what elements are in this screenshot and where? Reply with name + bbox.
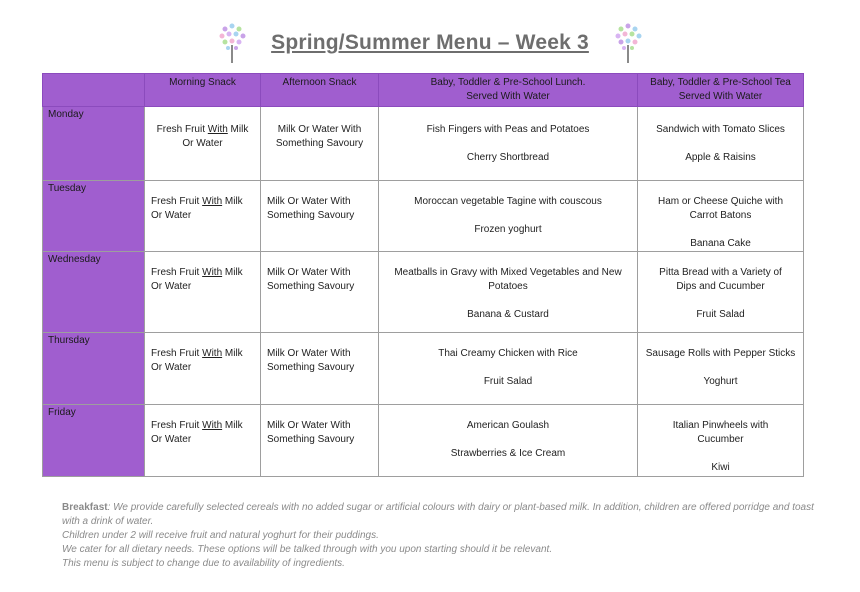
menu-item-line: Strawberries & Ice Cream xyxy=(450,448,566,459)
tea-cell xyxy=(638,405,804,477)
day-cell: Friday xyxy=(43,405,145,477)
menu-item-line: Something Savoury xyxy=(267,434,355,445)
menu-item-line: Dips and Cucumber xyxy=(676,281,765,292)
menu-item-line: Fresh Fruit With Milk xyxy=(151,267,243,278)
menu-item-line: Fresh Fruit With Milk xyxy=(151,196,243,207)
header-lunch xyxy=(379,74,638,107)
menu-item-line: Thai Creamy Chicken with Rice xyxy=(438,348,578,359)
footer-notes xyxy=(62,501,822,571)
menu-item-line: Something Savoury xyxy=(275,138,364,149)
menu-item-line: American Goulash xyxy=(466,420,550,431)
tea-cell xyxy=(638,333,804,405)
spacer xyxy=(383,137,633,151)
menu-item-line: Carrot Batons xyxy=(689,210,752,221)
afternoon-snack-cell xyxy=(261,405,379,477)
lunch-cell xyxy=(379,333,638,405)
menu-item-line: Yoghurt xyxy=(703,376,738,387)
corner-header xyxy=(43,74,145,107)
spacer xyxy=(383,433,633,447)
menu-item-line: Banana & Custard xyxy=(467,309,549,320)
lunch-cell xyxy=(379,252,638,333)
morning-snack-cell xyxy=(145,252,261,333)
footer-line: We cater for all dietary needs. These options will be talked through with you upon starting should it be relevant. xyxy=(62,544,553,555)
menu-item-line: Or Water xyxy=(151,281,192,292)
tea-cell xyxy=(638,252,804,333)
menu-item-line: Moroccan vegetable Tagine with couscous xyxy=(414,196,602,207)
tea-cell xyxy=(638,107,804,181)
page-title: Spring/Summer Menu – Week 3 xyxy=(271,31,589,54)
spacer xyxy=(642,447,799,461)
table-header-row xyxy=(43,74,804,107)
morning-snack-cell xyxy=(145,107,261,181)
footer-line: This menu is subject to change due to availability of ingredients. xyxy=(62,558,345,569)
menu-item-line: Something Savoury xyxy=(267,210,355,221)
header-afternoon-snack: Afternoon Snack xyxy=(261,74,379,107)
menu-item-line: Ham or Cheese Quiche with xyxy=(657,196,784,207)
spacer xyxy=(642,294,799,308)
header-tea-line: Served With Water xyxy=(678,91,763,102)
tree-icon xyxy=(611,21,645,65)
menu-item-line: Something Savoury xyxy=(267,362,355,373)
menu-item-line: Sausage Rolls with Pepper Sticks xyxy=(645,348,796,359)
menu-item-line: Sandwich with Tomato Slices xyxy=(656,124,785,135)
lunch-cell xyxy=(379,107,638,181)
menu-item-line: Milk Or Water With xyxy=(277,124,362,135)
tea-cell xyxy=(638,181,804,252)
menu-item-line: Something Savoury xyxy=(267,281,355,292)
header-tea-line: Baby, Toddler & Pre-School Tea xyxy=(650,77,791,88)
spacer xyxy=(642,361,799,375)
menu-item-line: Cucumber xyxy=(697,434,744,445)
lunch-cell xyxy=(379,181,638,252)
spacer xyxy=(383,361,633,375)
header-tea xyxy=(638,74,804,107)
table-row xyxy=(43,405,804,477)
menu-item-line: Fresh Fruit With Milk xyxy=(151,348,243,359)
menu-item-line: Potatoes xyxy=(488,281,528,292)
menu-item-line: Frozen yoghurt xyxy=(474,224,542,235)
day-cell: Thursday xyxy=(43,333,145,405)
menu-item-line: Kiwi xyxy=(711,462,730,473)
menu-item-line: Milk Or Water With xyxy=(267,348,351,359)
menu-item-line: Or Water xyxy=(151,362,192,373)
menu-item-line: Italian Pinwheels with xyxy=(672,420,769,431)
morning-snack-cell xyxy=(145,181,261,252)
menu-item-line: Milk Or Water With xyxy=(267,196,351,207)
day-cell: Wednesday xyxy=(43,252,145,333)
lunch-cell xyxy=(379,405,638,477)
spacer xyxy=(642,137,799,151)
menu-item-line: Fish Fingers with Peas and Potatoes xyxy=(426,124,590,135)
afternoon-snack-cell xyxy=(261,252,379,333)
menu-header xyxy=(0,18,860,68)
menu-item-line: Fruit Salad xyxy=(483,376,533,387)
menu-item-line: Milk Or Water With xyxy=(267,267,351,278)
spacer xyxy=(383,294,633,308)
breakfast-label: Breakfast xyxy=(62,502,108,513)
afternoon-snack-cell xyxy=(261,333,379,405)
table-row xyxy=(43,333,804,405)
menu-item-line: Cherry Shortbread xyxy=(466,152,550,163)
table-row xyxy=(43,181,804,252)
menu-body xyxy=(43,107,804,477)
header-lunch-line: Baby, Toddler & Pre-School Lunch. xyxy=(430,77,586,88)
afternoon-snack-cell xyxy=(261,181,379,252)
footer-line: Children under 2 will receive fruit and natural yoghurt for their puddings. xyxy=(62,530,379,541)
day-cell: Tuesday xyxy=(43,181,145,252)
menu-item-line: Pitta Bread with a Variety of xyxy=(659,267,782,278)
menu-item-line: Or Water xyxy=(151,434,192,445)
header-morning-snack: Morning Snack xyxy=(145,74,261,107)
day-cell: Monday xyxy=(43,107,145,181)
menu-item-line: Or Water xyxy=(151,210,192,221)
afternoon-snack-cell xyxy=(261,107,379,181)
table-row xyxy=(43,252,804,333)
tree-icon xyxy=(215,21,249,65)
menu-item-line: Milk Or Water With xyxy=(267,420,351,431)
menu-item-line: Fresh Fruit With Milk xyxy=(156,124,249,135)
spacer xyxy=(642,223,799,237)
morning-snack-cell xyxy=(145,333,261,405)
menu-item-line: Banana Cake xyxy=(690,238,751,249)
breakfast-text: : We provide carefully selected cereals with no added sugar or artificial colours with dairy or plant-based milk. In addition, children are offered porridge and toast with a drink of water. xyxy=(62,502,814,527)
menu-item-line: Apple & Raisins xyxy=(685,152,756,163)
morning-snack-cell xyxy=(145,405,261,477)
spacer xyxy=(383,209,633,223)
menu-item-line: Meatballs in Gravy with Mixed Vegetables and New xyxy=(394,267,622,278)
menu-item-line: Or Water xyxy=(182,138,223,149)
header-lunch-line: Served With Water xyxy=(466,91,550,102)
menu-item-line: Fresh Fruit With Milk xyxy=(151,420,243,431)
menu-item-line: Fruit Salad xyxy=(696,309,745,320)
menu-table xyxy=(42,73,804,477)
table-row xyxy=(43,107,804,181)
breakfast-note xyxy=(62,501,822,529)
